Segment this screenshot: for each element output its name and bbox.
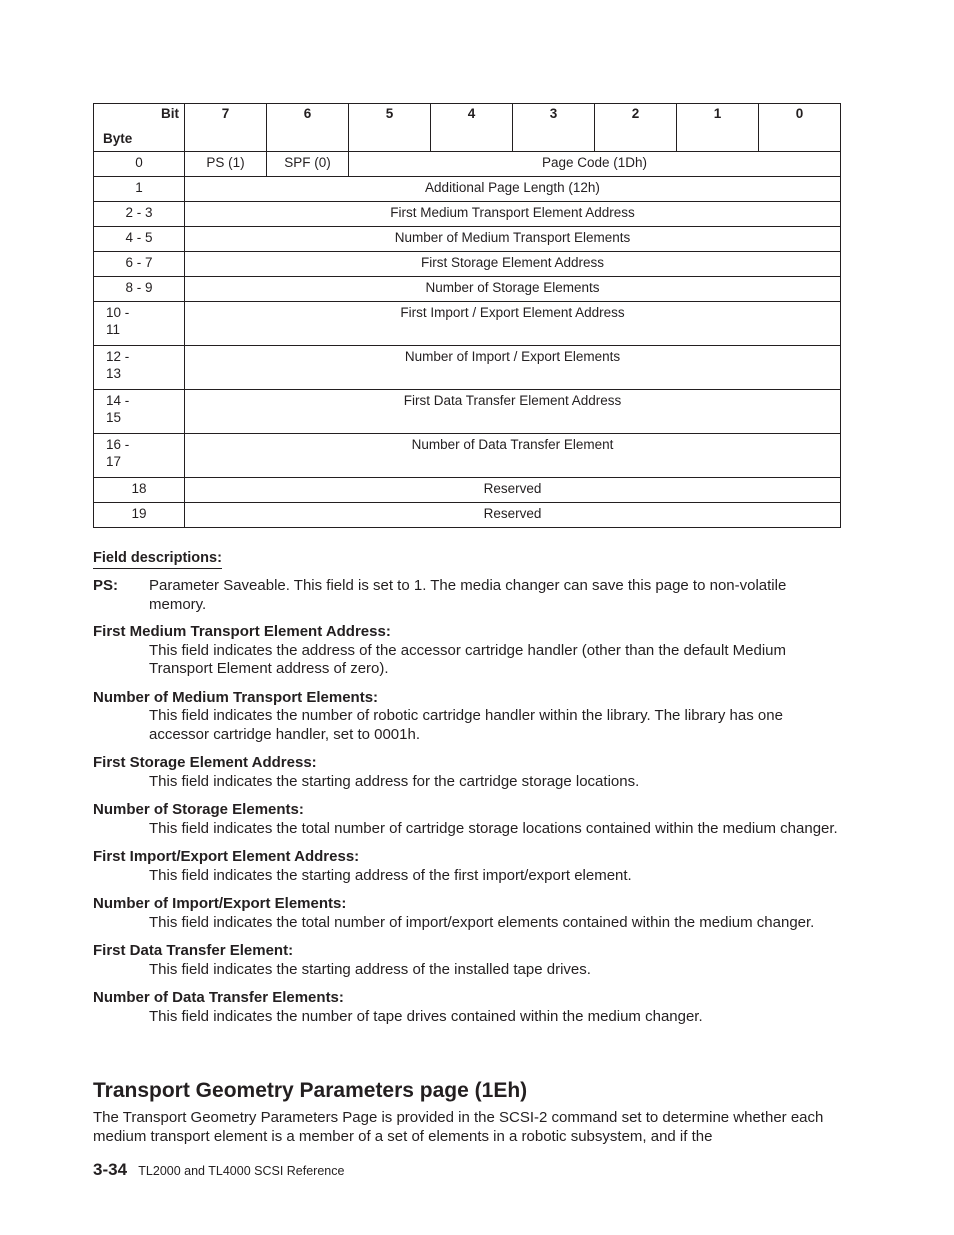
- mode-page-table: [93, 103, 841, 528]
- field-description-list: [93, 623, 840, 1036]
- bit-header-7: 7: [185, 104, 267, 152]
- field-term: Number of Import/Export Elements:: [93, 895, 347, 912]
- byte-cell: [94, 434, 185, 478]
- byte-range-end: 15: [106, 410, 122, 425]
- header-bit-label: Bit: [161, 106, 179, 121]
- bit-header-4: 4: [431, 104, 513, 152]
- byte-range-start: 14 -: [106, 393, 130, 408]
- field-cell: Number of Data Transfer Element: [185, 434, 841, 478]
- ps-description: [93, 577, 840, 614]
- field-description: [93, 895, 840, 932]
- table-row: [94, 177, 841, 202]
- field-cell: First Data Transfer Element Address: [185, 390, 841, 434]
- field-definition: This field indicates the total number of import/export elements contained within the medium changer.: [149, 913, 815, 931]
- bit-header-1: 1: [677, 104, 759, 152]
- field-definition: This field indicates the total number of cartridge storage locations contained within the medium changer.: [149, 819, 838, 837]
- byte-cell: [94, 346, 185, 390]
- field-cell: Number of Medium Transport Elements: [185, 227, 841, 252]
- document-title: TL2000 and TL4000 SCSI Reference: [138, 1164, 345, 1178]
- byte-range-start: 16 -: [106, 437, 130, 452]
- table-row: [94, 277, 841, 302]
- field-description: [93, 689, 840, 745]
- spf-bit-cell: SPF (0): [267, 152, 349, 177]
- field-description: [93, 848, 840, 885]
- table-row: [94, 346, 841, 390]
- table-row: [94, 202, 841, 227]
- bit-header-6: 6: [267, 104, 349, 152]
- field-cell: First Medium Transport Element Address: [185, 202, 841, 227]
- byte-range-end: 17: [106, 454, 122, 469]
- byte-cell: 4 - 5: [94, 227, 185, 252]
- table-row: [94, 227, 841, 252]
- page-number: 3-34: [93, 1160, 128, 1179]
- field-cell: Number of Import / Export Elements: [185, 346, 841, 390]
- field-cell: Reserved: [185, 478, 841, 503]
- field-description: [93, 801, 840, 838]
- byte-cell: 6 - 7: [94, 252, 185, 277]
- page-code-cell: Page Code (1Dh): [349, 152, 841, 177]
- byte-cell: 1: [94, 177, 185, 202]
- byte-cell: [94, 390, 185, 434]
- byte-cell: 19: [94, 503, 185, 528]
- byte-cell: 8 - 9: [94, 277, 185, 302]
- field-term: Number of Storage Elements:: [93, 801, 304, 818]
- bit-header-3: 3: [513, 104, 595, 152]
- field-description: [93, 623, 840, 679]
- document-page: [93, 103, 840, 1145]
- header-byte-label: Byte: [103, 131, 133, 146]
- field-definition: This field indicates the address of the accessor cartridge handler (other than the default Medium Transport Element address of zero).: [149, 641, 787, 677]
- field-cell: First Import / Export Element Address: [185, 302, 841, 346]
- ps-definition: Parameter Saveable. This field is set to 1. The media changer can save this page to non-volatile memory.: [149, 577, 787, 613]
- table-row: [94, 503, 841, 528]
- field-term: First Import/Export Element Address:: [93, 848, 360, 865]
- field-term: First Storage Element Address:: [93, 754, 317, 771]
- table-row: [94, 152, 841, 177]
- field-description: [93, 754, 840, 791]
- field-term: Number of Data Transfer Elements:: [93, 989, 344, 1006]
- bit-header-0: 0: [759, 104, 841, 152]
- bit-header-2: 2: [595, 104, 677, 152]
- field-definition: This field indicates the starting address of the first import/export element.: [149, 866, 632, 884]
- field-definition: This field indicates the number of tape drives contained within the medium changer.: [149, 1007, 703, 1025]
- byte-range-start: 12 -: [106, 349, 130, 364]
- bit-header-5: 5: [349, 104, 431, 152]
- header-corner-cell: [94, 104, 185, 152]
- field-cell: Reserved: [185, 503, 841, 528]
- byte-cell: [94, 302, 185, 346]
- table-row: [94, 478, 841, 503]
- byte-range-end: 13: [106, 366, 122, 381]
- field-term: First Data Transfer Element:: [93, 942, 294, 959]
- field-definition: This field indicates the starting address of the installed tape drives.: [149, 960, 591, 978]
- section-intro: The Transport Geometry Parameters Page is provided in the SCSI-2 command set to determine whether each medium transport element is a member of a set of elements in a robotic subsystem, and if the: [93, 1109, 824, 1145]
- page-footer: [93, 1160, 344, 1180]
- ps-bit-cell: PS (1): [185, 152, 267, 177]
- table-row: [94, 252, 841, 277]
- field-definition: This field indicates the starting address for the cartridge storage locations.: [149, 772, 640, 790]
- byte-cell: 2 - 3: [94, 202, 185, 227]
- field-cell: First Storage Element Address: [185, 252, 841, 277]
- section-title: Transport Geometry Parameters page (1Eh): [93, 1079, 528, 1102]
- field-description: [93, 942, 840, 979]
- table-row: [94, 390, 841, 434]
- byte-range-start: 10 -: [106, 305, 130, 320]
- field-term: Number of Medium Transport Elements:: [93, 688, 379, 706]
- ps-term: PS:: [93, 577, 119, 594]
- field-cell: Additional Page Length (12h): [185, 177, 841, 202]
- field-descriptions-heading: Field descriptions:: [93, 550, 222, 569]
- byte-cell: 18: [94, 478, 185, 503]
- field-description: [93, 989, 840, 1026]
- table-row: [94, 434, 841, 478]
- field-term: First Medium Transport Element Address:: [93, 623, 391, 640]
- table-header-row: [94, 104, 841, 152]
- table-row: [94, 302, 841, 346]
- field-definition: This field indicates the number of robotic cartridge handler within the library. The library has one accessor cartridge handler, set to 0001h.: [149, 707, 783, 743]
- field-cell: Number of Storage Elements: [185, 277, 841, 302]
- byte-range-end: 11: [106, 322, 121, 337]
- byte-cell: 0: [94, 152, 185, 177]
